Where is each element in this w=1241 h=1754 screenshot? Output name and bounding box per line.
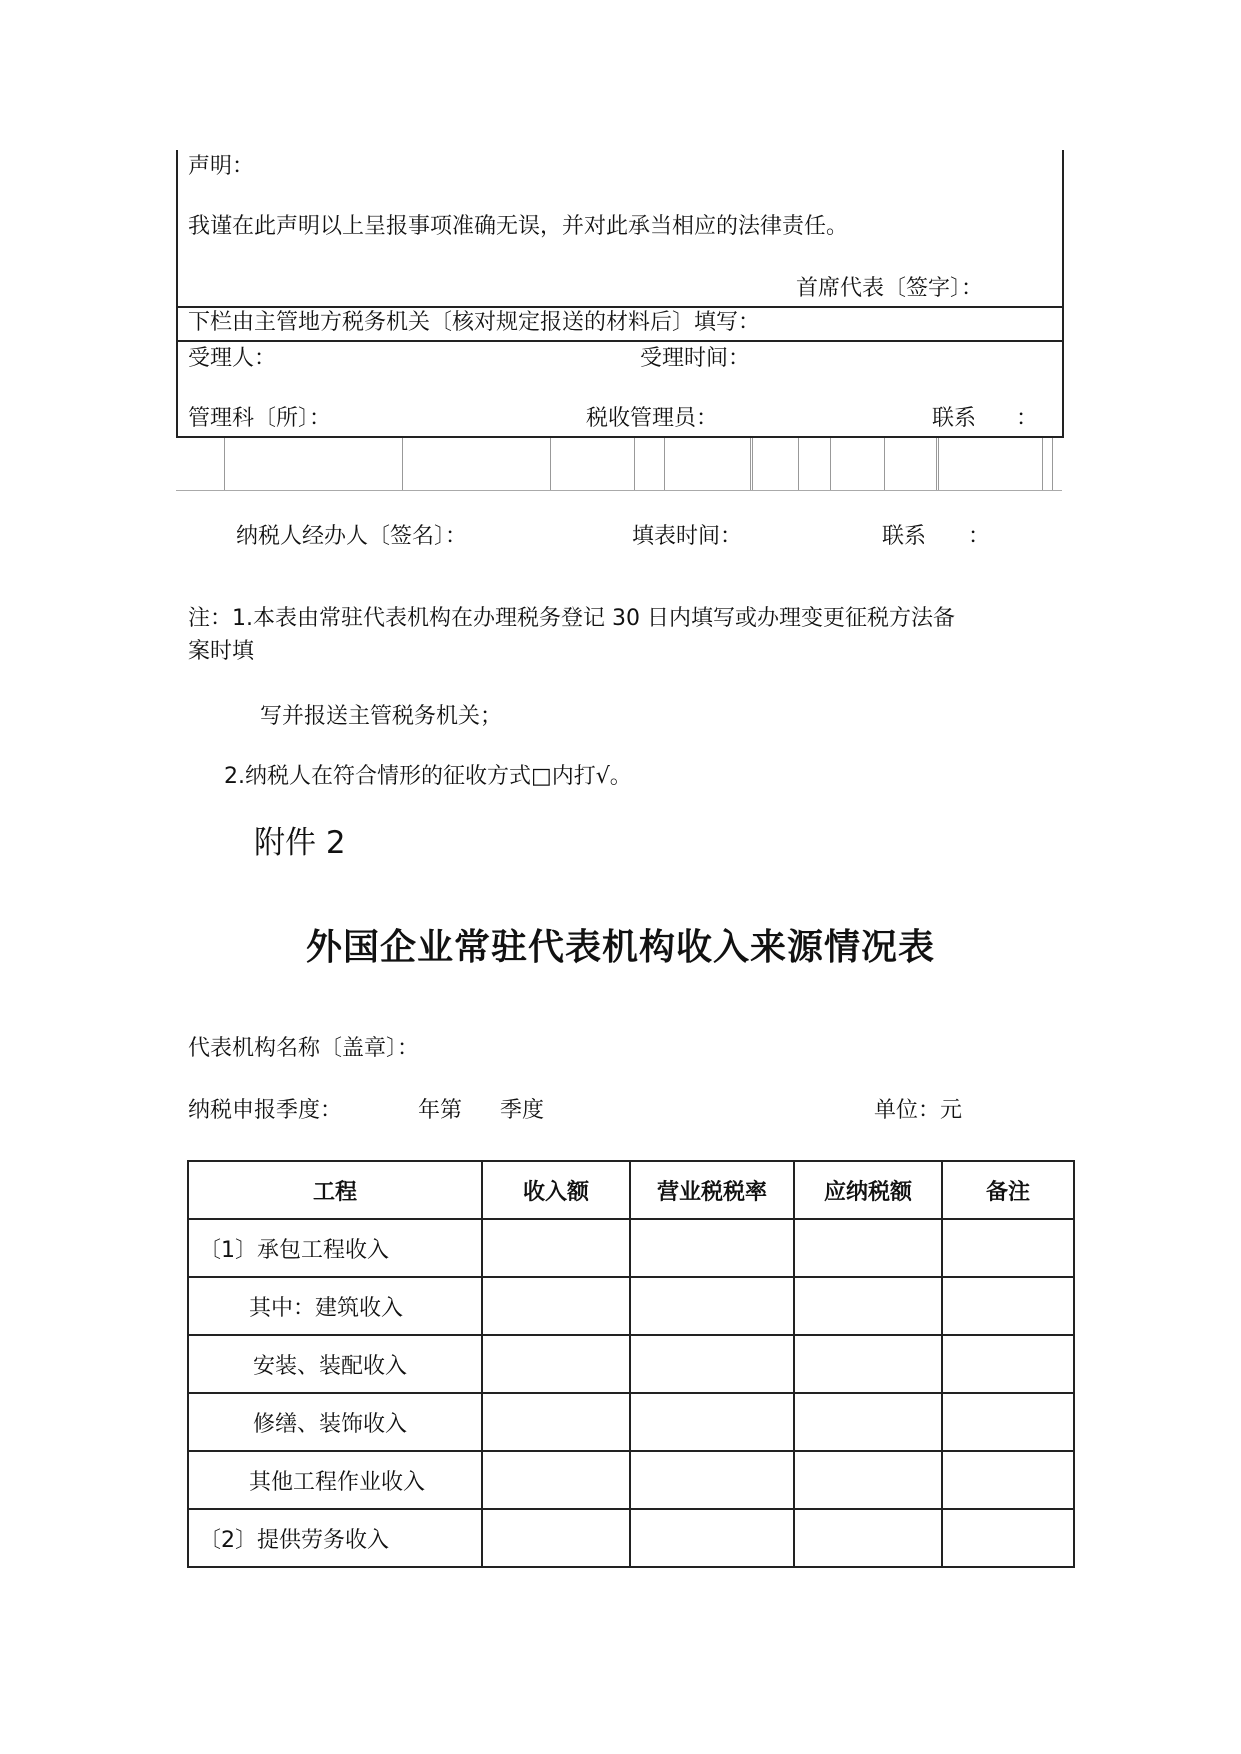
- note-2: 2.纳税人在符合情形的征收方式□内打√。: [224, 764, 632, 789]
- receive-time-label: 受理时间：: [640, 346, 751, 371]
- note-1-line-1: 注：1.本表由常驻代表机构在办理税务登记 30 日内填写或办理变更征税方法备: [188, 606, 955, 631]
- row-label: 安装、装配收入: [188, 1335, 482, 1393]
- tax-office-instruction: 下栏由主管地方税务机关〔核对规定报送的材料后〕填写：: [188, 310, 761, 335]
- declaration-heading: 声明：: [188, 154, 255, 179]
- taxpayer-contact-label: 联系: [882, 524, 927, 549]
- row-label: 其中：建筑收入: [188, 1277, 482, 1335]
- office-contact-colon: ：: [1016, 406, 1039, 431]
- remarks-cell[interactable]: [942, 1277, 1074, 1335]
- rate-cell[interactable]: [630, 1219, 794, 1277]
- remarks-cell[interactable]: [942, 1219, 1074, 1277]
- header-item: 工程: [188, 1161, 482, 1219]
- fill-time-label: 填表时间：: [632, 524, 743, 549]
- declaration-statement: 我谨在此声明以上呈报事项准确无误，并对此承当相应的法律责任。: [188, 214, 849, 239]
- tax-cell[interactable]: [794, 1509, 942, 1567]
- table-row: [188, 1335, 1074, 1393]
- rate-cell[interactable]: [630, 1393, 794, 1451]
- table-header-row: [188, 1161, 1074, 1219]
- income-cell[interactable]: [482, 1219, 630, 1277]
- declaration-quarter-label: 纳税申报季度：: [188, 1098, 343, 1123]
- header-income-amount: 收入额: [482, 1161, 630, 1219]
- rate-cell[interactable]: [630, 1335, 794, 1393]
- management-dept-label: 管理科〔所〕：: [188, 406, 332, 431]
- row-label: 〔1〕承包工程收入: [188, 1219, 482, 1277]
- org-name-label: 代表机构名称〔盖章〕：: [188, 1036, 420, 1061]
- income-source-table: [187, 1160, 1075, 1568]
- taxpayer-agent-signature-label: 纳税人经办人〔签名〕：: [236, 524, 468, 549]
- income-cell[interactable]: [482, 1335, 630, 1393]
- table-row: [188, 1277, 1074, 1335]
- header-tax-payable: 应纳税额: [794, 1161, 942, 1219]
- form-title: 外国企业常驻代表机构收入来源情况表: [305, 927, 935, 968]
- unit-label: 单位：元: [874, 1098, 963, 1123]
- remarks-cell[interactable]: [942, 1393, 1074, 1451]
- remarks-cell[interactable]: [942, 1451, 1074, 1509]
- remarks-cell[interactable]: [942, 1509, 1074, 1567]
- table-row: [188, 1219, 1074, 1277]
- rate-cell[interactable]: [630, 1509, 794, 1567]
- tax-cell[interactable]: [794, 1451, 942, 1509]
- row-label: 修缮、装饰收入: [188, 1393, 482, 1451]
- row-label: 其他工程作业收入: [188, 1451, 482, 1509]
- table-row: [188, 1393, 1074, 1451]
- tax-cell[interactable]: [794, 1335, 942, 1393]
- table-row: [188, 1509, 1074, 1567]
- quarter-label: 季度: [500, 1098, 545, 1123]
- header-remarks: 备注: [942, 1161, 1074, 1219]
- year-label: 年第: [418, 1098, 463, 1123]
- income-cell[interactable]: [482, 1393, 630, 1451]
- tax-cell[interactable]: [794, 1393, 942, 1451]
- rate-cell[interactable]: [630, 1277, 794, 1335]
- row-label: 〔2〕提供劳务收入: [188, 1509, 482, 1567]
- attachment-label: 附件 2: [254, 825, 346, 861]
- note-1-line-2: 案时填: [188, 639, 255, 664]
- table-row: [188, 1451, 1074, 1509]
- note-1-line-3: 写并报送主管税务机关；: [260, 704, 503, 729]
- header-business-tax-rate: 营业税税率: [630, 1161, 794, 1219]
- office-contact-label: 联系: [932, 406, 977, 431]
- taxpayer-contact-colon: ：: [968, 524, 991, 549]
- income-cell[interactable]: [482, 1451, 630, 1509]
- chief-rep-signature-label: 首席代表〔签字〕：: [796, 276, 984, 301]
- tax-cell[interactable]: [794, 1219, 942, 1277]
- income-cell[interactable]: [482, 1277, 630, 1335]
- income-cell[interactable]: [482, 1509, 630, 1567]
- rate-cell[interactable]: [630, 1451, 794, 1509]
- receiver-label: 受理人：: [188, 346, 277, 371]
- tax-officer-label: 税收管理员：: [586, 406, 719, 431]
- remarks-cell[interactable]: [942, 1335, 1074, 1393]
- tax-cell[interactable]: [794, 1277, 942, 1335]
